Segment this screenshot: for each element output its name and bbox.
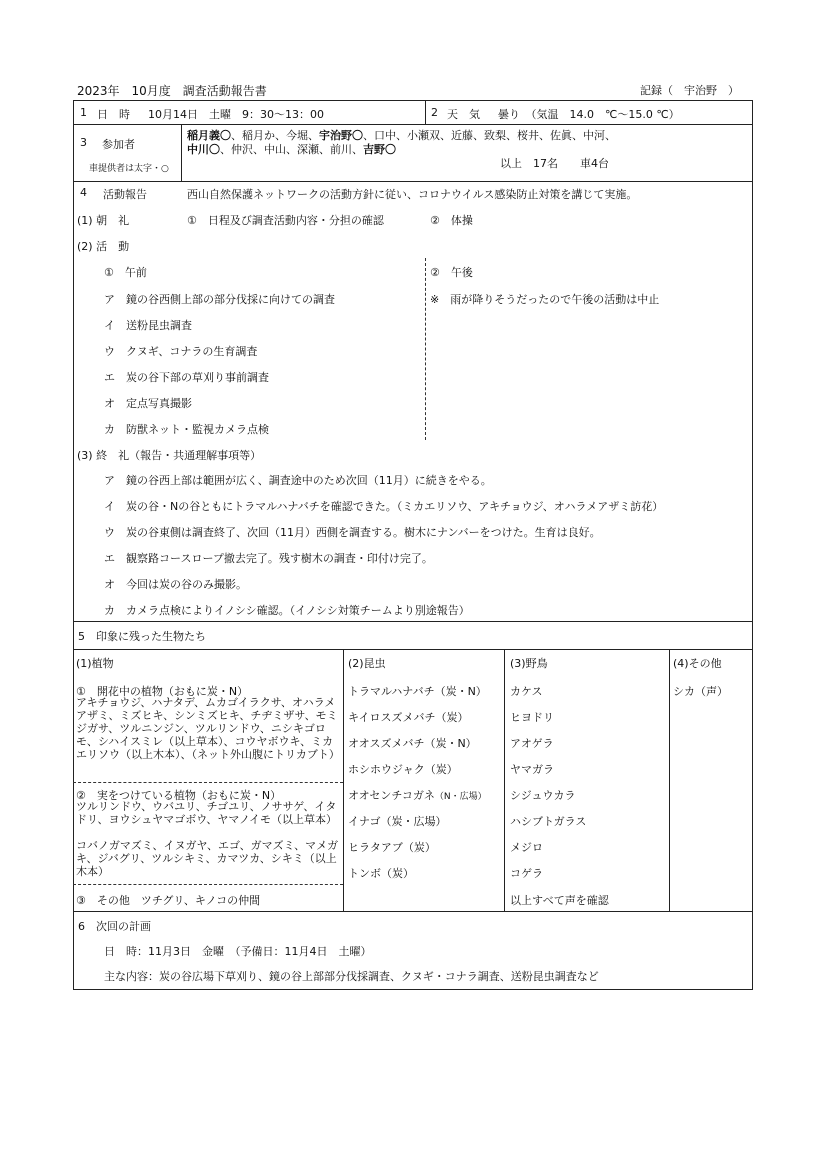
- am-item: ア 鏡の谷西側上部の部分伐採に向けての調査: [104, 293, 335, 306]
- other-label: (4)その他: [673, 657, 722, 670]
- closing-item: ウ 炭の谷東側は調査終了、次回（11月）西側を調査する。樹木にナンバーをつけた。生育は良好。: [104, 526, 601, 539]
- plants-label: (1)植物: [76, 657, 114, 670]
- am-label: ① 午前: [104, 266, 147, 279]
- bird-item: コゲラ: [510, 867, 543, 880]
- plants-other: ③ その他 ツチグリ、キノコの仲間: [76, 894, 261, 907]
- morning-meeting-label: (1) 朝 礼: [77, 214, 130, 227]
- closing-item: カ カメラ点検によりイノシシ確認。（イノシシ対策チームより別途報告）: [104, 604, 470, 617]
- divider: [73, 884, 343, 885]
- closing-item: オ 今回は炭の谷のみ撮影。: [104, 578, 247, 591]
- datetime-value: 10月14日 土曜 9：30～13：00: [148, 108, 324, 121]
- divider: [73, 911, 753, 912]
- insects-label: (2)昆虫: [348, 657, 386, 670]
- other-item: シカ（声）: [673, 685, 728, 698]
- closing-item: イ 炭の谷・Nの谷ともにトラマルハナバチを確認できた。（ミカエリソウ、アキチョウジ、オハラメアザミ訪花）: [104, 500, 664, 513]
- divider: [73, 649, 753, 650]
- bird-item: カケス: [510, 685, 543, 698]
- plants-fruiting-trees: コバノガマズミ、イヌガヤ、エゴ、ガマズミ、マメガキ、ジバグリ、ツルシキミ、カマツカ、シキミ（以上木本）: [76, 839, 339, 878]
- bird-item: シジュウカラ: [510, 789, 576, 802]
- report-title: 2023年 10月度 調査活動報告書: [77, 84, 267, 98]
- next-plan-content: 主な内容：炭の谷広場下草刈り、鏡の谷上部部分伐採調査、クヌギ・コナラ調査、送粉昆虫調査など: [104, 970, 599, 983]
- divider: [73, 621, 753, 622]
- plants-fruiting-head: ② 実をつけている植物（おもに炭・N）: [76, 789, 282, 802]
- divider: [504, 649, 505, 911]
- birds-note: 以上すべて声を確認: [510, 894, 609, 907]
- participants-line1: 稲月義〇、稲月か、今堀、宇治野〇、口中、小瀬双、近藤、致梨、桜井、佐眞、中河、: [187, 129, 616, 142]
- plants-flowering-head: ① 開花中の植物（おもに炭・N）: [76, 685, 249, 698]
- plants-flowering-list: アキチョウジ、ハナタデ、ムカゴイラクサ、オハラメアザミ、ミズヒキ、シンミズヒキ、チヂミザサ、モミジガサ、ツルニンジン、ツルリンドウ、ニシキゴロモ、シハイスミレ（以上草本）、コウヤボウキ、ミカエリソウ（以上木本）、（ネット外山腹にトリカブト）: [76, 696, 340, 761]
- insect-item: キイロスズメバチ（炭）: [348, 711, 469, 724]
- insect-item: イナゴ（炭・広場）: [348, 815, 447, 828]
- bird-item: ハシブトガラス: [510, 815, 587, 828]
- divider: [73, 782, 343, 783]
- divider: [669, 649, 670, 911]
- divider: [181, 124, 182, 181]
- closing-item: エ 観察路コースロープ撤去完了。残す樹木の調査・印付け完了。: [104, 552, 433, 565]
- morning-meeting-item: ② 体操: [430, 214, 473, 227]
- bird-item: ヒヨドリ: [510, 711, 554, 724]
- pm-label: ② 午後: [430, 266, 473, 279]
- next-plan-date: 日 時：11月3日 金曜 （予備日：11月4日 土曜）: [104, 945, 372, 958]
- insect-item: オオスズメバチ（炭・N）: [348, 737, 477, 750]
- morning-meeting-item: ① 日程及び調査活動内容・分担の確認: [187, 214, 384, 227]
- datetime-label: 日 時: [97, 108, 130, 121]
- divider: [425, 258, 426, 440]
- divider: [73, 124, 753, 125]
- activity-policy: 西山自然保護ネットワークの活動方針に従い、コロナウイルス感染防止対策を講じて実施。: [187, 188, 638, 201]
- insect-item: トラマルハナバチ（炭・N）: [348, 685, 487, 698]
- insect-item: トンボ（炭）: [348, 867, 414, 880]
- closing-label: (3) 終 礼（報告・共通理解事項等）: [77, 449, 262, 462]
- activity-sub-label: (2) 活 動: [77, 240, 130, 253]
- organisms-title: 5 印象に残った生物たち: [78, 630, 206, 643]
- am-item: ウ クヌギ、コナラの生育調査: [104, 345, 258, 358]
- am-item: オ 定点写真撮影: [104, 397, 192, 410]
- divider: [425, 100, 426, 124]
- divider: [343, 649, 344, 911]
- participants-line2: 中川〇、仲沢、中山、深瀬、前川、吉野〇: [187, 143, 396, 156]
- bird-item: アオゲラ: [510, 737, 554, 750]
- recorder: 記録（ 宇治野 ）: [640, 84, 739, 97]
- row3-num: 3: [80, 136, 87, 149]
- am-item: イ 送粉昆虫調査: [104, 319, 192, 332]
- participants-total: 以上 17名 車4台: [500, 157, 609, 170]
- activity-label: 活動報告: [103, 188, 147, 201]
- participants-label: 参加者: [102, 138, 135, 151]
- insect-item: ホシホウジャク（炭）: [348, 763, 458, 776]
- row4-num: 4: [80, 186, 87, 199]
- bird-item: ヤマガラ: [510, 763, 554, 776]
- weather-value: 曇り （気温 14.0 ℃～15.0 ℃）: [498, 108, 680, 121]
- insect-item: オオセンチコガネ（N・広場）: [348, 789, 487, 802]
- weather-label: 天 気: [447, 108, 480, 121]
- participants-note: 車提供者は太字・○: [89, 164, 169, 174]
- row1-num: 1: [80, 106, 87, 119]
- pm-note: ※ 雨が降りそうだったので午後の活動は中止: [430, 293, 660, 306]
- am-item: エ 炭の谷下部の草刈り事前調査: [104, 371, 269, 384]
- birds-label: (3)野鳥: [510, 657, 548, 670]
- closing-item: ア 鏡の谷西上部は範囲が広く、調査途中のため次回（11月）に続きをやる。: [104, 474, 492, 487]
- plants-fruiting-herbs: ツルリンドウ、ウバユリ、チゴユリ、ノササゲ、イタドリ、ヨウシュヤマゴボウ、ヤマノイモ（以上草本）: [76, 800, 338, 826]
- insect-item: ヒラタアブ（炭）: [348, 841, 436, 854]
- next-plan-title: 6 次回の計画: [78, 920, 151, 933]
- am-item: カ 防獣ネット・監視カメラ点検: [104, 423, 269, 436]
- divider: [73, 181, 753, 182]
- bird-item: メジロ: [510, 841, 543, 854]
- row2-num: 2: [431, 106, 438, 119]
